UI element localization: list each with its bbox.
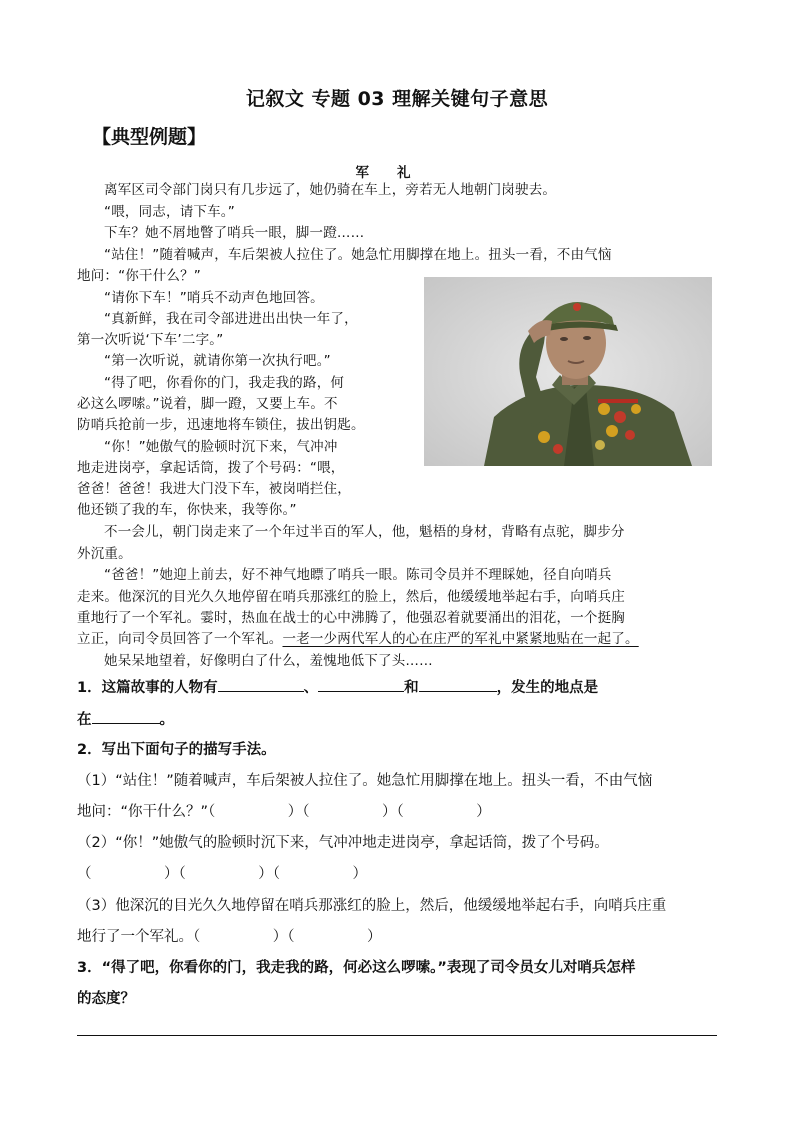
- story-line: 他还锁了我的车，你快来，我等你。”: [77, 502, 297, 518]
- story-line: 走来。他深沉的目光久久地停留在哨兵那涨红的脸上，然后，他缓缓地举起右手，向哨兵庄: [77, 589, 625, 605]
- story-line: 必这么啰嗦。”说着，脚一蹬，又要上车。不: [77, 396, 338, 412]
- story-line: 爸爸！爸爸！我进大门没下车，被岗哨拦住，: [77, 481, 351, 497]
- story-line: 地问：“你干什么？”: [77, 268, 201, 284]
- story-line: 防哨兵抢前一步，迅速地将车锁住，拔出钥匙。: [77, 417, 365, 433]
- question-2-sentence-3-blanks[interactable]: 地行了一个军礼。（ ）（ ）: [77, 929, 382, 945]
- story-line: “真新鲜，我在司令部进进出出快一年了，: [104, 311, 358, 327]
- story-line: 她呆呆地望着，好像明白了什么，羞愧地低下了头……: [104, 653, 433, 669]
- section-heading: 【典型例题】: [92, 126, 207, 148]
- story-line: “第一次听说，就请你第一次执行吧。”: [104, 353, 331, 369]
- question-2-heading: 2．写出下面句子的描写手法。: [77, 742, 276, 758]
- story-line: 下车？她不屑地瞥了哨兵一眼，脚一蹬……: [104, 225, 365, 241]
- answer-line[interactable]: [77, 1035, 717, 1036]
- story-line: [77, 629, 639, 649]
- photo-illustration: [424, 277, 712, 466]
- question-3-line2: 的态度？: [77, 991, 135, 1007]
- question-1-text: ，发生的地点是: [496, 680, 599, 696]
- story-title: 军礼: [355, 165, 439, 181]
- question-2-sentence-2: （2）“你！”她傲气的脸顿时沉下来，气冲冲地走进岗亭，拿起话筒，拨了个号码。: [77, 835, 609, 851]
- question-1-separator: 、: [303, 680, 319, 696]
- answer-blank[interactable]: [419, 677, 497, 692]
- question-2-sentence-1-blanks[interactable]: 地问：“你干什么？”（ ）（ ）（ ）: [77, 804, 491, 820]
- answer-blank[interactable]: [92, 709, 160, 724]
- underlined-sentence: 一老一少两代军人的心在庄严的军礼中紧紧地贴在一起了。: [282, 631, 639, 647]
- page-title: 记叙文 专题 03 理解关键句子意思: [245, 88, 549, 110]
- story-line: “你！”她傲气的脸顿时沉下来，气冲冲: [104, 439, 338, 455]
- answer-blank[interactable]: [218, 677, 304, 692]
- answer-blank[interactable]: [318, 677, 404, 692]
- story-line-text: 立正，向司令员回答了一个军礼。: [77, 631, 283, 647]
- question-1-separator: 和: [404, 680, 419, 696]
- story-line: 地走进岗亭，拿起话筒，拨了个号码：“喂，: [77, 460, 345, 476]
- question-1-line2: [77, 708, 174, 729]
- story-line: “爸爸！”她迎上前去，好不神气地瞟了哨兵一眼。陈司令员并不理睬她，径自向哨兵: [104, 567, 612, 583]
- story-line: 重地行了一个军礼。霎时，热血在战士的心中沸腾了，他强忍着就要涌出的泪花，一个挺胸: [77, 610, 625, 626]
- question-1-line1: [77, 676, 598, 697]
- question-1-text: 在: [77, 712, 92, 728]
- question-2-sentence-1: （1）“站住！”随着喊声，车后架被人拉住了。她急忙用脚撑在地上。扭头一看，不由气恼: [77, 773, 653, 789]
- story-line: “得了吧，你看你的门，我走我的路，何: [104, 375, 345, 391]
- question-1-text: 。: [159, 712, 174, 728]
- story-line: 不一会儿，朝门岗走来了一个年过半百的军人，他，魁梧的身材，背略有点驼，脚步分: [104, 524, 625, 540]
- story-line: “喂，同志，请下车。”: [104, 204, 235, 220]
- question-2-sentence-3: （3）他深沉的目光久久地停留在哨兵那涨红的脸上，然后，他缓缓地举起右手，向哨兵庄重: [77, 898, 667, 914]
- story-line: 外沉重。: [77, 546, 132, 562]
- story-line: 离军区司令部门岗只有几步远了，她仍骑在车上，旁若无人地朝门岗驶去。: [104, 182, 557, 198]
- story-line: “站住！”随着喊声，车后架被人拉住了。她急忙用脚撑在地上。扭头一看，不由气恼: [104, 247, 612, 263]
- question-1-text: 1．这篇故事的人物有: [77, 680, 218, 696]
- saluting-veteran-photo: [424, 277, 712, 466]
- story-line: “请你下车！”哨兵不动声色地回答。: [104, 290, 324, 306]
- story-line: 第一次听说‘下车’二字。”: [77, 332, 224, 348]
- question-3-line1: 3．“得了吧，你看你的门，我走我的路，何必这么啰嗦。”表现了司令员女儿对哨兵怎样: [77, 960, 636, 976]
- question-2-sentence-2-blanks[interactable]: （ ）（ ）（ ）: [77, 866, 367, 882]
